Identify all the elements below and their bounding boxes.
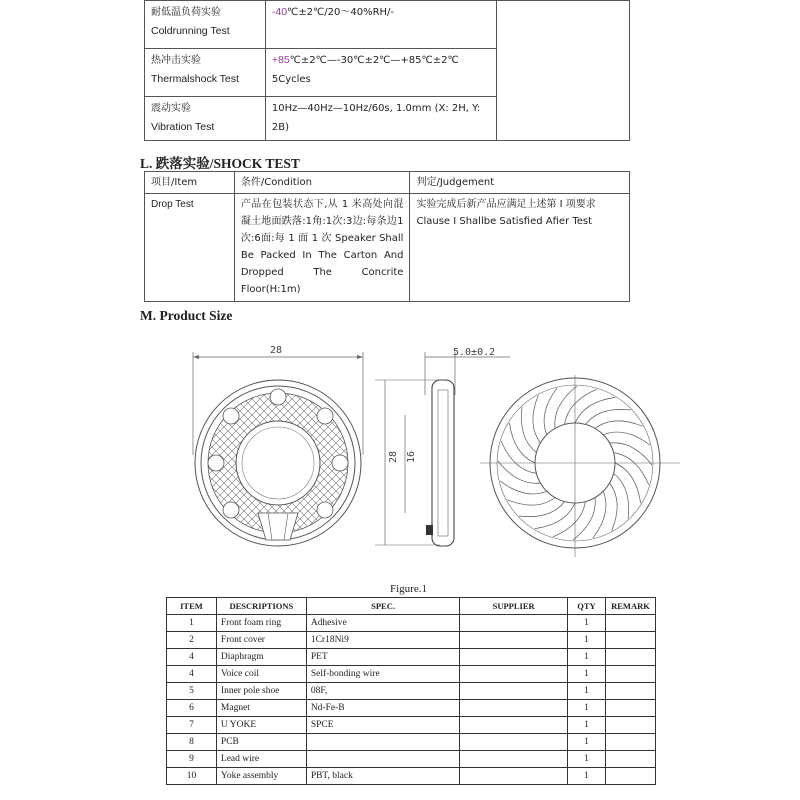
qty-cell: 1	[568, 666, 606, 683]
qty-cell: 1	[568, 717, 606, 734]
spec-cell: Adhesive	[306, 615, 459, 632]
table-row	[167, 751, 656, 768]
spec-cell: Self-bonding wire	[306, 666, 459, 683]
judgement-cell: 实验完成后新产品应满足上述第 I 项要求 Clause I Shallbe Satisfied Afier Test	[410, 194, 630, 302]
supplier-cell	[460, 632, 568, 649]
test-name-cn: 耐低温负荷实验	[151, 7, 221, 18]
header-spec: SPEC.	[306, 598, 459, 615]
header-qty: QTY	[568, 598, 606, 615]
item-cell: 4	[167, 666, 217, 683]
side-view	[375, 347, 510, 546]
test-condition-cell	[265, 49, 496, 97]
test-name-en: Vibration Test	[151, 121, 215, 133]
remark-cell	[605, 700, 655, 717]
test-name-cell	[145, 1, 266, 49]
spec-table-body	[167, 615, 656, 785]
test-name-cell	[145, 97, 266, 141]
qty-cell: 1	[568, 700, 606, 717]
dim-side: 28	[388, 450, 399, 463]
dim-height: 5.0±0.2	[453, 347, 496, 358]
supplier-cell	[460, 649, 568, 666]
description-cell: Magnet	[216, 700, 306, 717]
header-item: ITEM	[167, 598, 217, 615]
qty-cell: 1	[568, 734, 606, 751]
qty-cell: 1	[568, 751, 606, 768]
item-cell: 6	[167, 700, 217, 717]
supplier-cell	[460, 734, 568, 751]
shock-test-table	[144, 171, 630, 302]
item-cell: 4	[167, 649, 217, 666]
supplier-cell	[460, 615, 568, 632]
description-cell: Diaphragm	[216, 649, 306, 666]
header-remark: REMARK	[605, 598, 655, 615]
table-row	[167, 683, 656, 700]
description-cell: Voice coil	[216, 666, 306, 683]
test-condition-cell	[265, 97, 496, 141]
fan-vane	[555, 386, 577, 428]
condition-cell: 产品在包装状态下,从 1 米高处向混凝土地面跌落:1角:1次:3边:每条边1次:6面:每 1 面 1 次 Speaker Shall Be Packed In The Carton And Dropped The Concrite Floor(H:1m)	[234, 194, 410, 302]
spec-cell: PET	[306, 649, 459, 666]
item-cell: Drop Test	[145, 194, 235, 302]
dim-diameter: 28	[270, 345, 283, 356]
spec-cell: 1Cr18Ni9	[306, 632, 459, 649]
back-view	[480, 375, 680, 557]
fan-vane	[614, 453, 649, 485]
item-cell: 1	[167, 615, 217, 632]
description-cell: Lead wire	[216, 751, 306, 768]
condition-text: ℃±2℃—-30℃±2℃—+85℃±2℃ 5Cycles	[271, 55, 459, 85]
test-name-cn: 热冲击实验	[151, 55, 201, 66]
qty-cell: 1	[568, 615, 606, 632]
test-condition-cell	[265, 1, 496, 49]
remark-cell	[605, 734, 655, 751]
description-cell: PCB	[216, 734, 306, 751]
item-cell: 9	[167, 751, 217, 768]
table-row	[145, 194, 630, 302]
spec-table	[166, 597, 656, 785]
test-name-en: Coldrunning Test	[151, 25, 230, 37]
table-row	[167, 717, 656, 734]
fan-vane	[498, 461, 540, 483]
remark-cell	[605, 632, 655, 649]
item-cell: 2	[167, 632, 217, 649]
description-cell: U YOKE	[216, 717, 306, 734]
fan-vane	[610, 483, 618, 531]
supplier-cell	[460, 700, 568, 717]
spec-cell: Nd-Fe-B	[306, 700, 459, 717]
item-cell: 5	[167, 683, 217, 700]
remark-cell	[605, 751, 655, 768]
front-view	[193, 345, 363, 546]
supplier-cell	[460, 717, 568, 734]
header-supplier: SUPPLIER	[460, 598, 568, 615]
environment-test-table	[144, 0, 630, 141]
remark-cell	[605, 768, 655, 785]
item-cell: 7	[167, 717, 217, 734]
table-row	[167, 632, 656, 649]
table-row	[167, 768, 656, 785]
product-size-heading: M. Product Size	[140, 308, 233, 323]
header-item: 项目/Item	[145, 172, 235, 194]
product-drawing	[180, 335, 680, 565]
test-name-cell	[145, 49, 266, 97]
spec-cell: PBT, black	[306, 768, 459, 785]
condition-text: 10Hz—40Hz—10Hz/60s, 1.0mm (X: 2H, Y: 2B)	[271, 103, 481, 133]
table-header-row	[145, 172, 630, 194]
header-condition: 条件/Condition	[234, 172, 410, 194]
test-name-en: Thermalshock Test	[151, 73, 239, 85]
remark-cell	[605, 666, 655, 683]
fan-vane	[595, 421, 643, 429]
item-cell: 10	[167, 768, 217, 785]
item-cell: 8	[167, 734, 217, 751]
fan-vane	[501, 441, 536, 473]
header-descriptions: DESCRIPTIONS	[216, 598, 306, 615]
condition-accent: +85	[271, 54, 290, 66]
qty-cell: 1	[568, 683, 606, 700]
description-cell: Front cover	[216, 632, 306, 649]
description-cell: Yoke assembly	[216, 768, 306, 785]
qty-cell: 1	[568, 649, 606, 666]
figure-caption: Figure.1	[390, 583, 427, 595]
spec-cell	[306, 734, 459, 751]
description-cell: Inner pole shoe	[216, 683, 306, 700]
empty-cell	[497, 1, 630, 141]
table-row	[167, 649, 656, 666]
test-name-cn: 震动实验	[151, 103, 191, 114]
shock-test-heading: L. 跌落实验/SHOCK TEST	[140, 156, 300, 171]
condition-text: ℃±2℃/20～40%RH/-	[287, 7, 395, 18]
remark-cell	[605, 717, 655, 734]
table-row	[167, 666, 656, 683]
condition-accent: -40	[271, 6, 288, 18]
qty-cell: 1	[568, 768, 606, 785]
fan-vane	[610, 443, 652, 465]
spec-cell: SPCE	[306, 717, 459, 734]
table-row	[167, 734, 656, 751]
table-row	[167, 615, 656, 632]
spec-cell: 08F,	[306, 683, 459, 700]
qty-cell: 1	[568, 632, 606, 649]
remark-cell	[605, 683, 655, 700]
fan-vane	[553, 502, 585, 537]
supplier-cell	[460, 768, 568, 785]
spec-cell	[306, 751, 459, 768]
supplier-cell	[460, 751, 568, 768]
header-judgement: 判定/Judgement	[410, 172, 630, 194]
fan-vane	[533, 395, 541, 443]
fan-vane	[565, 389, 597, 424]
table-row	[145, 1, 630, 49]
remark-cell	[605, 649, 655, 666]
table-header-row	[167, 598, 656, 615]
remark-cell	[605, 615, 655, 632]
table-row	[167, 700, 656, 717]
dim-inner: 16	[406, 450, 417, 463]
supplier-cell	[460, 683, 568, 700]
description-cell: Front foam ring	[216, 615, 306, 632]
supplier-cell	[460, 666, 568, 683]
fan-vane	[507, 498, 555, 506]
fan-vane	[573, 498, 595, 540]
